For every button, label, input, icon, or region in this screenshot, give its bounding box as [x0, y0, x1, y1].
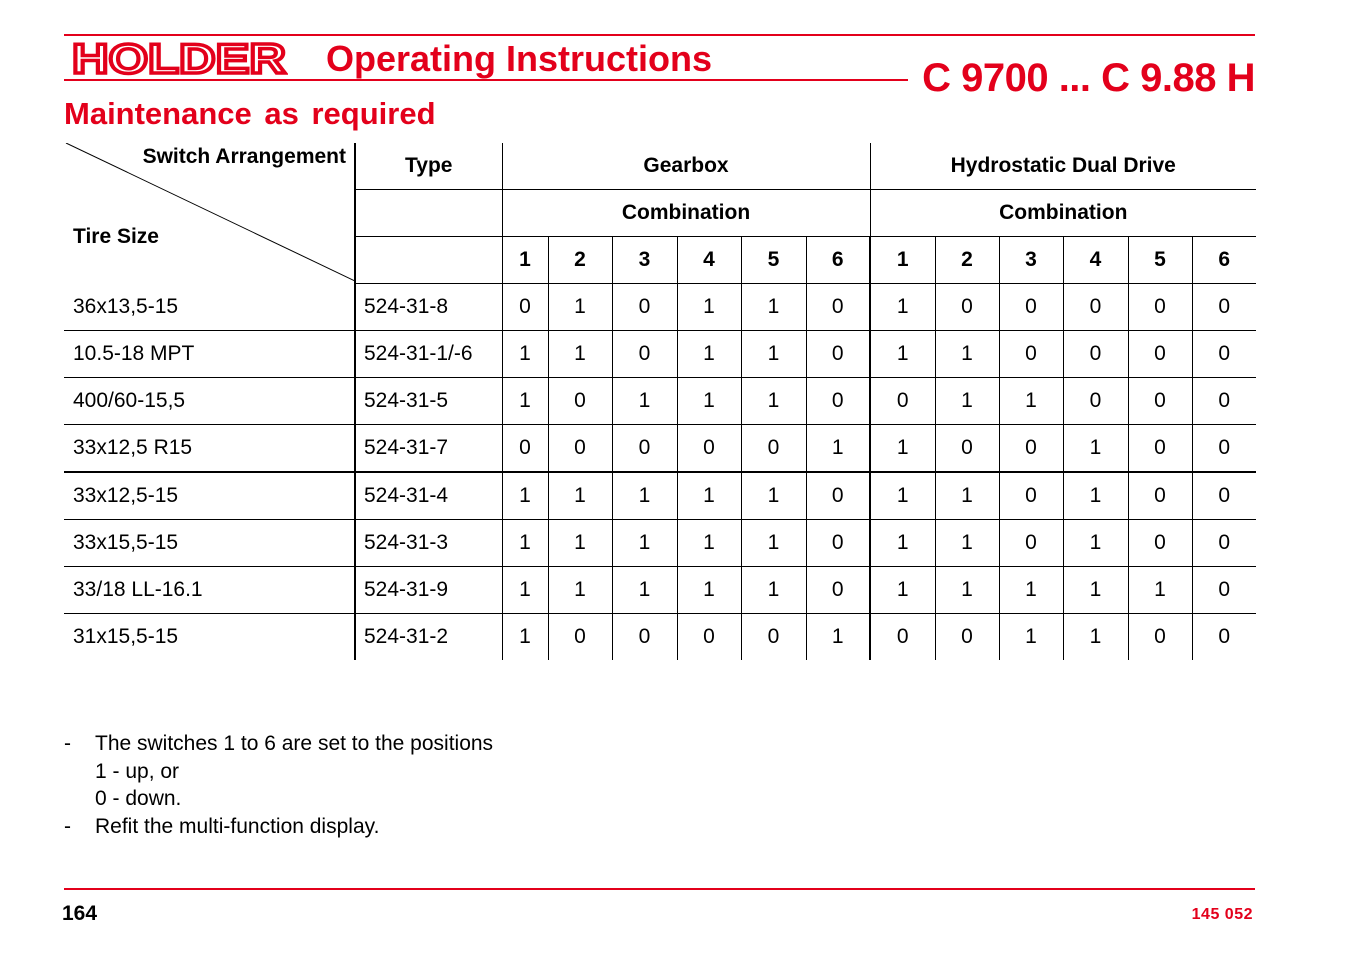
gearbox-switch-cell: 0: [502, 425, 548, 473]
hydro-switch-5-header: 5: [1128, 237, 1192, 284]
type-cell: 524-31-4: [355, 472, 502, 520]
hydro-switch-cell: 1: [1063, 614, 1128, 661]
switch-arrangement-table: [64, 143, 1256, 660]
hydro-switch-cell: 1: [870, 472, 935, 520]
gearbox-switch-cell: 1: [677, 472, 741, 520]
gearbox-switch-cell: 0: [612, 331, 677, 378]
hydro-switch-2-header: 2: [935, 237, 999, 284]
hydro-switch-cell: 1: [870, 520, 935, 567]
gearbox-switch-cell: 0: [548, 425, 612, 473]
gearbox-switch-5-header: 5: [741, 237, 806, 284]
hydrostatic-header: Hydrostatic Dual Drive: [870, 143, 1256, 190]
header-mid-rule: [64, 79, 908, 81]
note-bullet: -: [64, 814, 71, 838]
gearbox-switch-cell: 1: [612, 567, 677, 614]
hydro-switch-1-header: 1: [870, 237, 935, 284]
svg-text:HOLDER: HOLDER: [72, 40, 286, 78]
gearbox-switch-cell: 1: [612, 520, 677, 567]
hydro-switch-cell: 0: [1128, 284, 1192, 331]
hydro-switch-cell: 0: [1192, 378, 1256, 425]
model-title: C 9700 ... C 9.88 H: [922, 56, 1255, 100]
gearbox-switch-cell: 0: [612, 425, 677, 473]
type-cell: 524-31-9: [355, 567, 502, 614]
hydro-switch-cell: 0: [1192, 472, 1256, 520]
gearbox-switch-cell: 0: [612, 284, 677, 331]
gearbox-switch-1-header: 1: [502, 237, 548, 284]
tire-size-cell: 400/60-15,5: [64, 378, 355, 425]
type-cell: 524-31-1/-6: [355, 331, 502, 378]
gearbox-combination-label: Combination: [502, 190, 870, 237]
hydro-switch-cell: 0: [935, 614, 999, 661]
tire-size-cell: 33x12,5 R15: [64, 425, 355, 473]
gearbox-switch-3-header: 3: [612, 237, 677, 284]
type-cell: 524-31-3: [355, 520, 502, 567]
page-number: 164: [62, 902, 98, 925]
gearbox-switch-cell: 0: [741, 614, 806, 661]
gearbox-switch-cell: 0: [612, 614, 677, 661]
gearbox-switch-cell: 1: [502, 331, 548, 378]
hydro-switch-cell: 0: [999, 472, 1063, 520]
gearbox-switch-cell: 1: [612, 378, 677, 425]
gearbox-switch-cell: 0: [502, 284, 548, 331]
gearbox-switch-cell: 1: [677, 378, 741, 425]
gearbox-switch-6-header: 6: [806, 237, 870, 284]
gearbox-switch-cell: 0: [806, 331, 870, 378]
hydro-switch-cell: 0: [1192, 520, 1256, 567]
hydro-switch-cell: 0: [1192, 614, 1256, 661]
type-blank-cell: [355, 237, 502, 284]
gearbox-switch-cell: 0: [806, 284, 870, 331]
gearbox-switch-cell: 1: [806, 425, 870, 473]
gearbox-switch-cell: 1: [741, 331, 806, 378]
type-cell: 524-31-5: [355, 378, 502, 425]
hydro-switch-cell: 0: [999, 520, 1063, 567]
hydro-switch-cell: 1: [935, 331, 999, 378]
gearbox-switch-cell: 1: [502, 567, 548, 614]
gearbox-switch-4-header: 4: [677, 237, 741, 284]
note-text: 0 - down.: [95, 787, 182, 810]
gearbox-switch-2-header: 2: [548, 237, 612, 284]
hydro-switch-cell: 0: [1192, 567, 1256, 614]
hydro-switch-cell: 0: [1128, 472, 1192, 520]
document-number: 145 052: [1191, 906, 1253, 923]
hydro-switch-cell: 0: [1128, 331, 1192, 378]
hydro-switch-cell: 1: [1063, 567, 1128, 614]
tire-size-label: Tire Size: [73, 225, 159, 248]
gearbox-switch-cell: 0: [806, 567, 870, 614]
gearbox-switch-cell: 1: [677, 520, 741, 567]
footer-rule: [64, 888, 1255, 890]
tire-size-cell: 10.5-18 MPT: [64, 331, 355, 378]
hydro-switch-cell: 0: [1128, 378, 1192, 425]
gearbox-switch-cell: 1: [741, 378, 806, 425]
gearbox-switch-cell: 1: [741, 520, 806, 567]
gearbox-switch-cell: 1: [677, 331, 741, 378]
type-cell: 524-31-7: [355, 425, 502, 473]
hydro-switch-cell: 1: [1063, 520, 1128, 567]
hydro-switch-cell: 0: [870, 378, 935, 425]
hydro-switch-cell: 0: [1063, 284, 1128, 331]
gearbox-switch-cell: 0: [548, 378, 612, 425]
hydro-switch-6-header: 6: [1192, 237, 1256, 284]
table-row: [64, 284, 1256, 331]
document-title: Operating Instructions: [326, 38, 713, 79]
gearbox-switch-cell: 1: [741, 567, 806, 614]
gearbox-switch-cell: 0: [741, 425, 806, 473]
hydro-switch-cell: 1: [999, 378, 1063, 425]
hydro-switch-3-header: 3: [999, 237, 1063, 284]
type-cell: 524-31-8: [355, 284, 502, 331]
note-text: 1 - up, or: [95, 759, 180, 783]
gearbox-switch-cell: 1: [548, 567, 612, 614]
hydro-switch-4-header: 4: [1063, 237, 1128, 284]
table-row: [64, 567, 1256, 614]
hydro-switch-cell: 0: [1192, 284, 1256, 331]
hydro-combination-label: Combination: [870, 190, 1256, 237]
gearbox-switch-cell: 1: [548, 284, 612, 331]
tire-size-cell: 33x12,5-15: [64, 472, 355, 520]
switch-arrangement-label: Switch Arrangement: [142, 145, 346, 168]
hydro-switch-cell: 1: [870, 331, 935, 378]
gearbox-switch-cell: 0: [806, 472, 870, 520]
tire-size-cell: 36x13,5-15: [64, 284, 355, 331]
gearbox-switch-cell: 1: [548, 472, 612, 520]
note-text: Refit the multi-function display.: [95, 814, 380, 838]
table-row: [64, 378, 1256, 425]
gearbox-switch-cell: 1: [548, 520, 612, 567]
header-top-rule: [64, 34, 1255, 36]
gearbox-switch-cell: 0: [806, 378, 870, 425]
hydro-switch-cell: 0: [1128, 425, 1192, 473]
hydro-switch-cell: 1: [1063, 472, 1128, 520]
hydro-switch-cell: 1: [935, 567, 999, 614]
hydro-switch-cell: 0: [999, 425, 1063, 473]
hydro-switch-cell: 1: [870, 567, 935, 614]
hydro-switch-cell: 0: [935, 284, 999, 331]
tire-size-cell: 33x15,5-15: [64, 520, 355, 567]
hydro-switch-cell: 0: [1192, 331, 1256, 378]
hydro-switch-cell: 1: [999, 567, 1063, 614]
gearbox-switch-cell: 1: [502, 614, 548, 661]
hydro-switch-cell: 1: [870, 284, 935, 331]
gearbox-switch-cell: 0: [677, 425, 741, 473]
table-row: [64, 425, 1256, 473]
corner-header-cell: [64, 143, 355, 284]
hydro-switch-cell: 1: [1128, 567, 1192, 614]
hydro-switch-cell: 0: [1192, 425, 1256, 473]
table-row: [64, 331, 1256, 378]
gearbox-switch-cell: 1: [677, 284, 741, 331]
hydro-switch-cell: 1: [935, 472, 999, 520]
gearbox-switch-cell: 1: [741, 472, 806, 520]
header-row-1: [64, 143, 1256, 190]
hydro-switch-cell: 1: [935, 520, 999, 567]
tire-size-cell: 31x15,5-15: [73, 625, 179, 648]
hydro-switch-cell: 0: [999, 331, 1063, 378]
gearbox-switch-cell: 1: [677, 567, 741, 614]
gearbox-header: Gearbox: [502, 143, 870, 190]
note-text: The switches 1 to 6 are set to the positions: [95, 732, 494, 755]
hydro-switch-cell: 0: [1128, 614, 1192, 661]
hydro-switch-cell: 0: [1128, 520, 1192, 567]
hydro-switch-cell: 0: [870, 614, 935, 661]
table-row: [64, 520, 1256, 567]
type-cell: 524-31-2: [355, 614, 502, 661]
note-bullet: -: [64, 732, 71, 755]
gearbox-switch-cell: 1: [741, 284, 806, 331]
gearbox-switch-cell: 1: [502, 520, 548, 567]
hydro-switch-cell: 0: [1063, 331, 1128, 378]
gearbox-switch-cell: 1: [502, 472, 548, 520]
section-title: Maintenance as required: [64, 96, 436, 131]
gearbox-switch-cell: 1: [548, 331, 612, 378]
tire-size-cell: 33/18 LL-16.1: [64, 567, 355, 614]
table-body: [64, 284, 1256, 661]
hydro-switch-cell: 0: [1063, 378, 1128, 425]
hydro-switch-cell: 1: [1063, 425, 1128, 473]
hydro-switch-cell: 0: [935, 425, 999, 473]
gearbox-switch-cell: 1: [612, 472, 677, 520]
table-row: [64, 614, 1256, 661]
table-row: [64, 472, 1256, 520]
gearbox-switch-cell: 1: [806, 614, 870, 661]
hydro-switch-cell: 0: [999, 284, 1063, 331]
hydro-switch-cell: 1: [935, 378, 999, 425]
type-blank-cell: [355, 190, 502, 237]
type-header: Type: [355, 143, 502, 190]
holder-logo: [72, 40, 288, 78]
hydro-switch-cell: 1: [870, 425, 935, 473]
gearbox-switch-cell: 0: [677, 614, 741, 661]
gearbox-switch-cell: 0: [548, 614, 612, 661]
hydro-switch-cell: 1: [999, 614, 1063, 661]
gearbox-switch-cell: 1: [502, 378, 548, 425]
gearbox-switch-cell: 0: [806, 520, 870, 567]
